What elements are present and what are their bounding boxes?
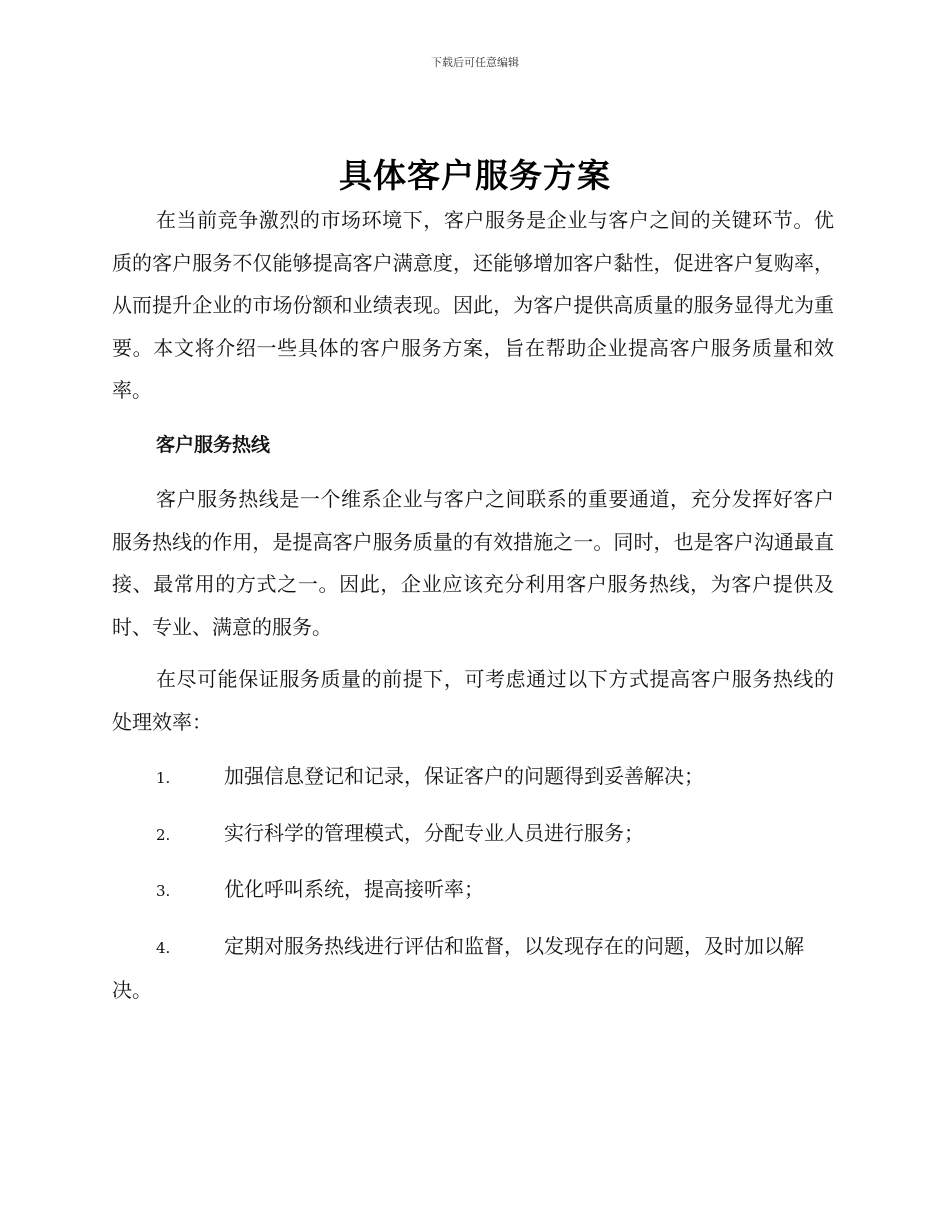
list-item [112,812,834,857]
list-item-text: 加强信息登记和记录，保证客户的问题得到妥善解决； [224,764,704,788]
section-heading-hotline: 客户服务热线 [156,433,271,456]
list-item-number: 1. [156,769,171,787]
list-item-number: 3. [156,882,171,900]
list-item-number: 2. [156,825,171,844]
document-title: 具体客户服务方案 [339,156,611,195]
document-body [112,199,834,1012]
list-item-text: 优化呼叫系统，提高接听率； [224,877,484,901]
header-note: 下载后可任意编辑 [431,56,519,69]
list-item-text: 定期对服务热线进行评估和监督，以发现存在的问题，及时加以解决。 [112,933,804,1002]
intro-paragraph: 在当前竞争激烈的市场环境下，客户服务是企业与客户之间的关键环节。优质的客户服务不仅能够提高客户满意度，还能够增加客户黏性，促进客户复购率，从而提升企业的市场份额和业绩表现。因此，为客户提供高质量的服务显得尤为重要。本文将介绍一些具体的客户服务方案，旨在帮助企业提高客户服务质量和效率。 [112,208,834,402]
list-item [112,868,834,913]
list-item [112,755,834,800]
hotline-paragraph-2: 在尽可能保证服务质量的前提下，可考虑通过以下方式提高客户服务热线的处理效率： [112,667,834,734]
list-item-text: 实行科学的管理模式，分配专业人员进行服务； [224,820,644,845]
list-item [112,925,834,1012]
hotline-paragraph-1: 客户服务热线是一个维系企业与客户之间联系的重要通道，充分发挥好客户服务热线的作用，是提高客户服务质量的有效措施之一。同时，也是客户沟通最直接、最常用的方式之一。因此，企业应该充分利用客户服务热线，为客户提供及时、专业、满意的服务。 [112,487,834,639]
list-item-number: 4. [156,938,171,957]
